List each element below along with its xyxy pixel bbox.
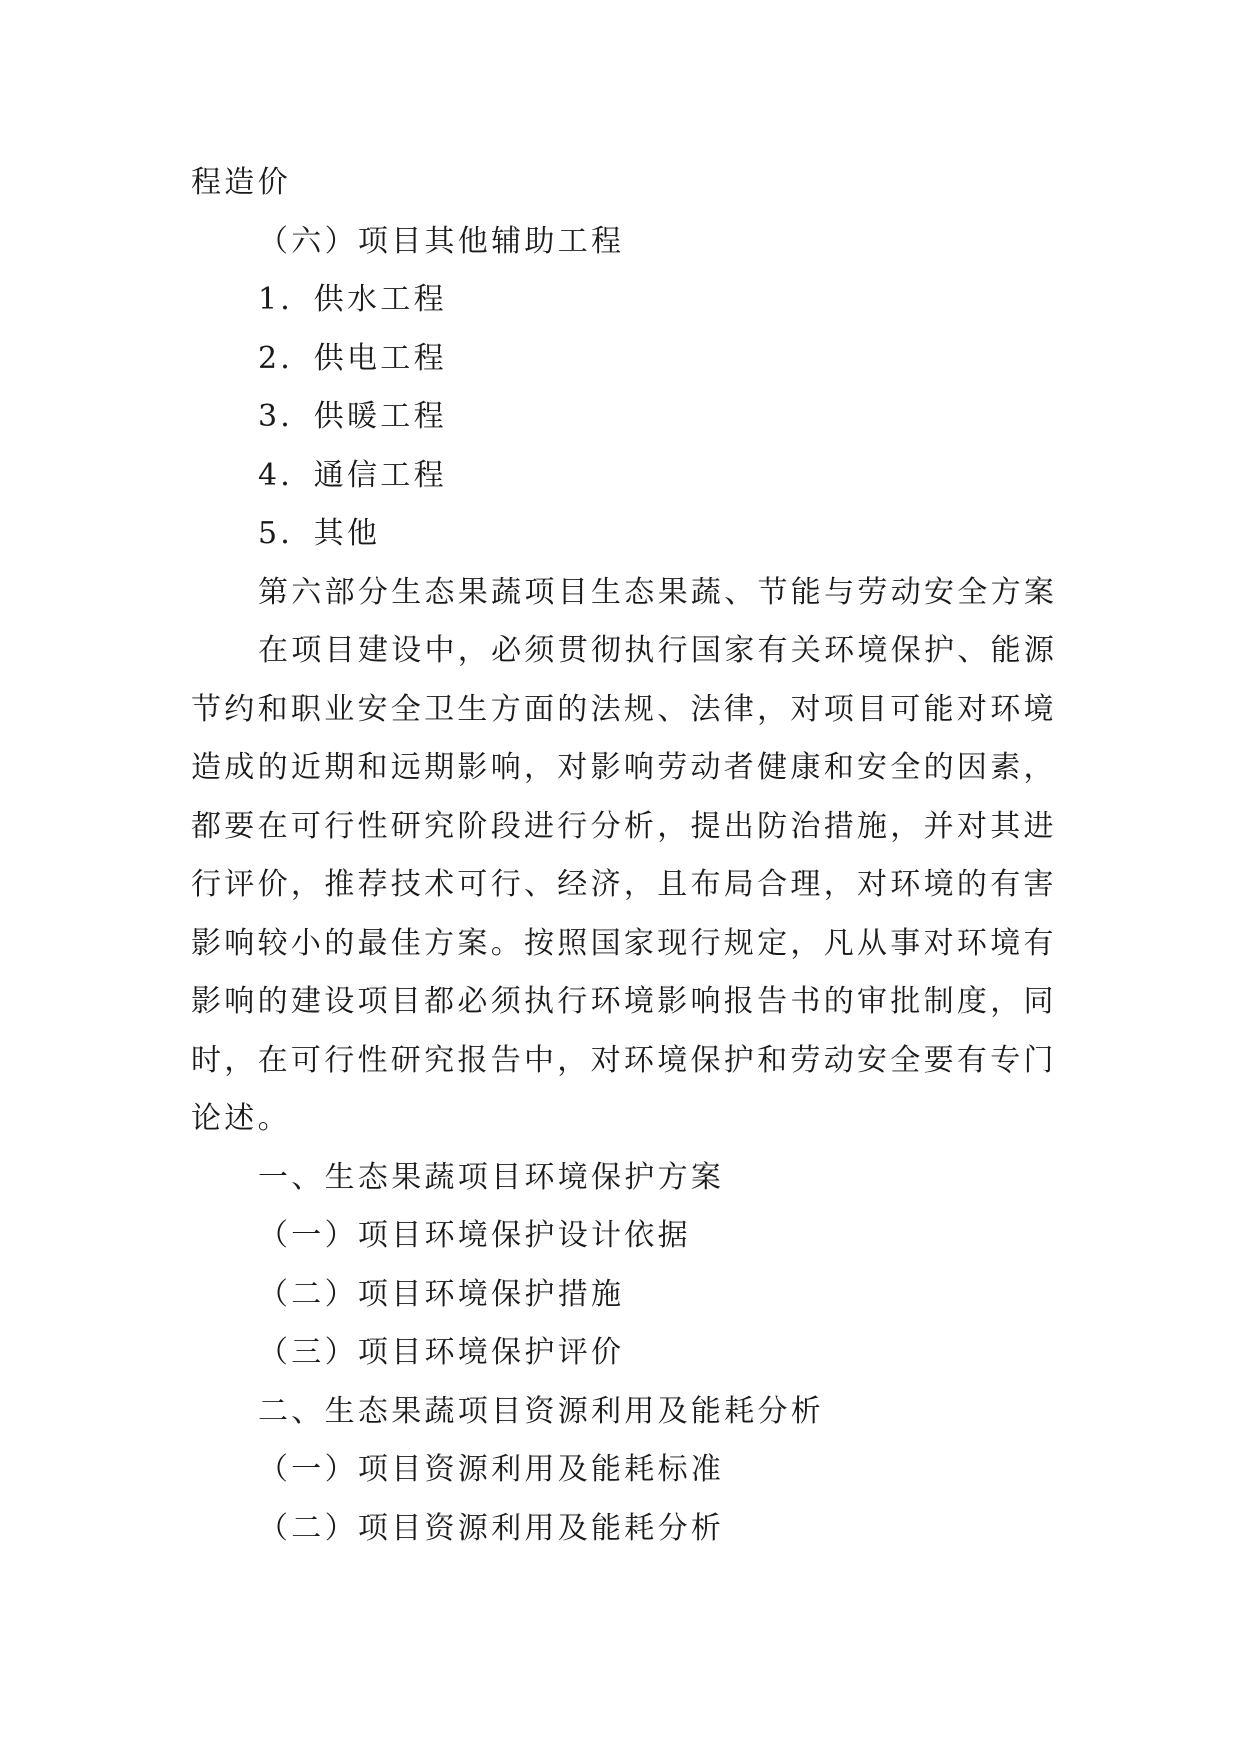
list-item: 2．供电工程	[258, 340, 447, 376]
list-item: 1．供水工程	[258, 282, 447, 317]
paragraph-line: 影响的建设项目都必须执行环境影响报告书的审批制度，同	[191, 984, 1057, 1019]
list-item: 5．其他	[258, 516, 381, 551]
paragraph-line: 时，在可行性研究报告中，对环境保护和劳动安全要有专门	[191, 1042, 1057, 1078]
intro-paragraph	[191, 622, 1091, 1149]
paragraph-line: 在项目建设中，必须贯彻执行国家有关环境保护、能源	[258, 633, 1058, 668]
paragraph-line: 行评价，推荐技术可行、经济，且布局合理，对环境的有害	[191, 867, 1057, 902]
paragraph-line: 节约和职业安全卫生方面的法规、法律，对项目可能对环境	[191, 691, 1057, 727]
list-item: 3．供暖工程	[258, 399, 447, 434]
paragraph-line: 影响较小的最佳方案。按照国家现行规定，凡从事对环境有	[191, 925, 1057, 961]
part-title: 第六部分生态果蔬项目生态果蔬、节能与劳动安全方案	[258, 574, 1058, 610]
env-heading: 一、生态果蔬项目环境保护方案	[258, 1159, 725, 1195]
list-item: （一）项目环境保护设计依据	[258, 1218, 691, 1253]
list-item: （二）项目环境保护措施	[258, 1276, 625, 1312]
list-item: （一）项目资源利用及能耗标准	[258, 1452, 725, 1487]
list-item: （三）项目环境保护评价	[258, 1335, 625, 1370]
list-item: （二）项目资源利用及能耗分析	[258, 1510, 725, 1546]
resource-heading: 二、生态果蔬项目资源利用及能耗分析	[258, 1393, 825, 1429]
paragraph-line: 都要在可行性研究阶段进行分析，提出防治措施，并对其进	[191, 808, 1057, 844]
section-heading: （六）项目其他辅助工程	[258, 223, 625, 259]
paragraph-line: 论述。	[191, 1101, 291, 1136]
paragraph-line: 造成的近期和远期影响，对影响劳动者健康和安全的因素，	[191, 750, 1057, 785]
list-item: 4．通信工程	[258, 457, 447, 493]
document-body	[191, 154, 1091, 1558]
continuation-text: 程造价	[191, 165, 291, 200]
